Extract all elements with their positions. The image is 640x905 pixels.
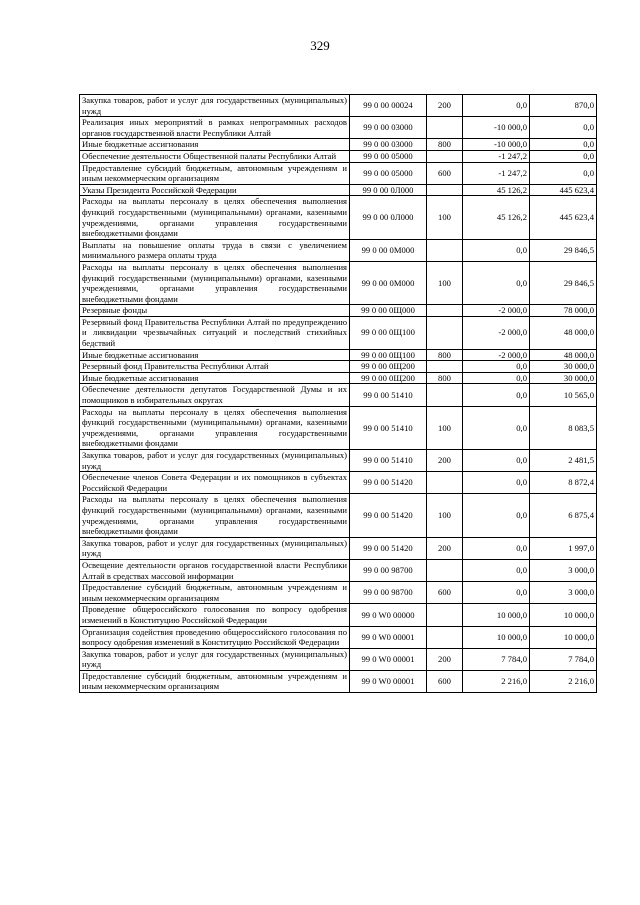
expense-type-code-cell: 200 — [427, 450, 463, 472]
total-amount-cell: 1 997,0 — [530, 537, 597, 559]
change-amount-cell: 0,0 — [463, 450, 530, 472]
expense-name-cell: Обеспечение членов Совета Федерации и их помощников в субъектах Российской Федерации — [80, 472, 350, 494]
table-row — [80, 406, 597, 449]
expense-type-code-cell — [427, 239, 463, 261]
expense-type-code-cell: 100 — [427, 494, 463, 537]
expense-type-code-cell — [427, 117, 463, 139]
total-amount-cell: 30 000,0 — [530, 372, 597, 384]
total-amount-cell: 3 000,0 — [530, 582, 597, 604]
table-row — [80, 450, 597, 472]
expense-name-cell: Закупка товаров, работ и услуг для государственных (муниципальных) нужд — [80, 537, 350, 559]
total-amount-cell: 2 481,5 — [530, 450, 597, 472]
change-amount-cell: -2 000,0 — [463, 305, 530, 317]
expense-name-cell: Обеспечение деятельности Общественной палаты Республики Алтай — [80, 150, 350, 162]
target-article-code-cell: 99 0 00 98700 — [350, 582, 427, 604]
change-amount-cell: 0,0 — [463, 472, 530, 494]
change-amount-cell: 0,0 — [463, 384, 530, 406]
expense-type-code-cell: 100 — [427, 261, 463, 304]
expense-type-code-cell: 600 — [427, 670, 463, 692]
expense-type-code-cell: 200 — [427, 95, 463, 117]
table-row — [80, 184, 597, 196]
total-amount-cell: 10 000,0 — [530, 604, 597, 626]
expense-name-cell: Иные бюджетные ассигнования — [80, 139, 350, 151]
target-article-code-cell: 99 0 00 05000 — [350, 162, 427, 184]
target-article-code-cell: 99 0 00 98700 — [350, 559, 427, 581]
expense-type-code-cell: 600 — [427, 162, 463, 184]
target-article-code-cell: 99 0 00 05000 — [350, 150, 427, 162]
target-article-code-cell: 99 0 00 0Щ000 — [350, 305, 427, 317]
expense-name-cell: Выплаты на повышение оплаты труда в связи с увеличением минимального размера оплаты труда — [80, 239, 350, 261]
total-amount-cell: 29 846,5 — [530, 261, 597, 304]
change-amount-cell: 45 126,2 — [463, 184, 530, 196]
expense-type-code-cell — [427, 184, 463, 196]
expense-type-code-cell: 800 — [427, 139, 463, 151]
target-article-code-cell: 99 0 W0 00000 — [350, 604, 427, 626]
target-article-code-cell: 99 0 00 0Щ200 — [350, 372, 427, 384]
change-amount-cell: -1 247,2 — [463, 150, 530, 162]
change-amount-cell: 0,0 — [463, 559, 530, 581]
total-amount-cell: 0,0 — [530, 162, 597, 184]
table-row — [80, 316, 597, 349]
budget-table-body — [80, 95, 597, 693]
table-row — [80, 559, 597, 581]
expense-name-cell: Закупка товаров, работ и услуг для государственных (муниципальных) нужд — [80, 450, 350, 472]
expense-name-cell: Указы Президента Российской Федерации — [80, 184, 350, 196]
total-amount-cell: 0,0 — [530, 139, 597, 151]
expense-type-code-cell — [427, 559, 463, 581]
expense-name-cell: Резервный фонд Правительства Республики Алтай по предупреждению и ликвидации чрезвычайных ситуаций и последствий стихийных бедствий — [80, 316, 350, 349]
expense-name-cell: Резервные фонды — [80, 305, 350, 317]
expense-name-cell: Закупка товаров, работ и услуг для государственных (муниципальных) нужд — [80, 648, 350, 670]
total-amount-cell: 10 565,0 — [530, 384, 597, 406]
expense-name-cell: Обеспечение деятельности депутатов Государственной Думы и их помощников в избирательных округах — [80, 384, 350, 406]
expense-type-code-cell — [427, 305, 463, 317]
expense-name-cell: Расходы на выплаты персоналу в целях обеспечения выполнения функций государственными (муниципальными) органами, казенными учреждениями, органами управления государственными внебюджетными фондами — [80, 406, 350, 449]
expense-name-cell: Организация содействия проведению общероссийского голосования по вопросу одобрения изменений в Конституцию Российской Федерации — [80, 626, 350, 648]
table-row — [80, 648, 597, 670]
total-amount-cell: 48 000,0 — [530, 349, 597, 361]
total-amount-cell: 7 784,0 — [530, 648, 597, 670]
target-article-code-cell: 99 0 00 51420 — [350, 472, 427, 494]
table-row — [80, 604, 597, 626]
table-row — [80, 537, 597, 559]
total-amount-cell: 10 000,0 — [530, 626, 597, 648]
target-article-code-cell: 99 0 00 51420 — [350, 494, 427, 537]
expense-name-cell: Расходы на выплаты персоналу в целях обеспечения выполнения функций государственными (муниципальными) органами, казенными учреждениями, органами управления государственными внебюджетными фондами — [80, 261, 350, 304]
expense-type-code-cell: 200 — [427, 648, 463, 670]
expense-name-cell: Реализация иных мероприятий в рамках непрограммных расходов органов государственной власти Республики Алтай — [80, 117, 350, 139]
table-row — [80, 361, 597, 373]
total-amount-cell: 3 000,0 — [530, 559, 597, 581]
change-amount-cell: 0,0 — [463, 582, 530, 604]
change-amount-cell: 0,0 — [463, 95, 530, 117]
table-row — [80, 670, 597, 692]
change-amount-cell: 0,0 — [463, 361, 530, 373]
expense-type-code-cell — [427, 316, 463, 349]
table-row — [80, 139, 597, 151]
change-amount-cell: 0,0 — [463, 239, 530, 261]
change-amount-cell: 0,0 — [463, 372, 530, 384]
total-amount-cell: 870,0 — [530, 95, 597, 117]
table-row — [80, 494, 597, 537]
total-amount-cell: 48 000,0 — [530, 316, 597, 349]
budget-table — [79, 94, 597, 693]
total-amount-cell: 6 875,4 — [530, 494, 597, 537]
target-article-code-cell: 99 0 00 0Щ100 — [350, 316, 427, 349]
expense-type-code-cell — [427, 472, 463, 494]
total-amount-cell: 78 000,0 — [530, 305, 597, 317]
target-article-code-cell: 99 0 W0 00001 — [350, 626, 427, 648]
table-row — [80, 626, 597, 648]
change-amount-cell: 0,0 — [463, 537, 530, 559]
change-amount-cell: 45 126,2 — [463, 196, 530, 239]
change-amount-cell: -2 000,0 — [463, 349, 530, 361]
change-amount-cell: 2 216,0 — [463, 670, 530, 692]
expense-name-cell: Иные бюджетные ассигнования — [80, 349, 350, 361]
target-article-code-cell: 99 0 00 0Щ200 — [350, 361, 427, 373]
total-amount-cell: 445 623,4 — [530, 184, 597, 196]
target-article-code-cell: 99 0 00 03000 — [350, 139, 427, 151]
change-amount-cell: 10 000,0 — [463, 604, 530, 626]
change-amount-cell: 7 784,0 — [463, 648, 530, 670]
table-row — [80, 372, 597, 384]
target-article-code-cell: 99 0 W0 00001 — [350, 648, 427, 670]
expense-type-code-cell: 100 — [427, 196, 463, 239]
expense-name-cell: Предоставление субсидий бюджетным, автономным учреждениям и иным некоммерческим организациям — [80, 582, 350, 604]
target-article-code-cell: 99 0 00 0Л000 — [350, 196, 427, 239]
target-article-code-cell: 99 0 00 51410 — [350, 450, 427, 472]
target-article-code-cell: 99 0 00 0Л000 — [350, 184, 427, 196]
change-amount-cell: -2 000,0 — [463, 316, 530, 349]
table-row — [80, 95, 597, 117]
target-article-code-cell: 99 0 00 03000 — [350, 117, 427, 139]
target-article-code-cell: 99 0 00 0М000 — [350, 239, 427, 261]
expense-type-code-cell: 600 — [427, 582, 463, 604]
expense-type-code-cell — [427, 361, 463, 373]
table-row — [80, 261, 597, 304]
expense-name-cell: Расходы на выплаты персоналу в целях обеспечения выполнения функций государственными (муниципальными) органами, казенными учреждениями, органами управления государственными внебюджетными фондами — [80, 494, 350, 537]
total-amount-cell: 0,0 — [530, 150, 597, 162]
target-article-code-cell: 99 0 W0 00001 — [350, 670, 427, 692]
change-amount-cell: -1 247,2 — [463, 162, 530, 184]
change-amount-cell: 0,0 — [463, 406, 530, 449]
total-amount-cell: 0,0 — [530, 117, 597, 139]
total-amount-cell: 8 083,5 — [530, 406, 597, 449]
change-amount-cell: -10 000,0 — [463, 139, 530, 151]
expense-name-cell: Предоставление субсидий бюджетным, автономным учреждениям и иным некоммерческим организациям — [80, 670, 350, 692]
table-row — [80, 472, 597, 494]
table-row — [80, 349, 597, 361]
change-amount-cell: 0,0 — [463, 261, 530, 304]
change-amount-cell: -10 000,0 — [463, 117, 530, 139]
table-row — [80, 117, 597, 139]
expense-name-cell: Закупка товаров, работ и услуг для государственных (муниципальных) нужд — [80, 95, 350, 117]
expense-type-code-cell — [427, 150, 463, 162]
total-amount-cell: 8 872,4 — [530, 472, 597, 494]
expense-type-code-cell: 800 — [427, 372, 463, 384]
change-amount-cell: 10 000,0 — [463, 626, 530, 648]
page-number: 329 — [310, 38, 330, 53]
expense-type-code-cell — [427, 384, 463, 406]
total-amount-cell: 445 623,4 — [530, 196, 597, 239]
expense-name-cell: Проведение общероссийского голосования по вопросу одобрения изменений в Конституцию Российской Федерации — [80, 604, 350, 626]
expense-name-cell: Освещение деятельности органов государственной власти Республики Алтай в средствах массовой информации — [80, 559, 350, 581]
expense-name-cell: Резервный фонд Правительства Республики Алтай — [80, 361, 350, 373]
expense-name-cell: Предоставление субсидий бюджетным, автономным учреждениям и иным некоммерческим организациям — [80, 162, 350, 184]
expense-type-code-cell: 100 — [427, 406, 463, 449]
total-amount-cell: 30 000,0 — [530, 361, 597, 373]
table-row — [80, 150, 597, 162]
target-article-code-cell: 99 0 00 51410 — [350, 406, 427, 449]
table-row — [80, 582, 597, 604]
expense-type-code-cell: 200 — [427, 537, 463, 559]
target-article-code-cell: 99 0 00 0Щ100 — [350, 349, 427, 361]
total-amount-cell: 2 216,0 — [530, 670, 597, 692]
change-amount-cell: 0,0 — [463, 494, 530, 537]
table-row — [80, 162, 597, 184]
table-row — [80, 239, 597, 261]
table-row — [80, 384, 597, 406]
target-article-code-cell: 99 0 00 00024 — [350, 95, 427, 117]
expense-type-code-cell — [427, 626, 463, 648]
expense-name-cell: Расходы на выплаты персоналу в целях обеспечения выполнения функций государственными (муниципальными) органами, казенными учреждениями, органами управления государственными внебюджетными фондами — [80, 196, 350, 239]
target-article-code-cell: 99 0 00 51420 — [350, 537, 427, 559]
expense-name-cell: Иные бюджетные ассигнования — [80, 372, 350, 384]
table-row — [80, 305, 597, 317]
target-article-code-cell: 99 0 00 0М000 — [350, 261, 427, 304]
table-row — [80, 196, 597, 239]
target-article-code-cell: 99 0 00 51410 — [350, 384, 427, 406]
expense-type-code-cell — [427, 604, 463, 626]
expense-type-code-cell: 800 — [427, 349, 463, 361]
total-amount-cell: 29 846,5 — [530, 239, 597, 261]
